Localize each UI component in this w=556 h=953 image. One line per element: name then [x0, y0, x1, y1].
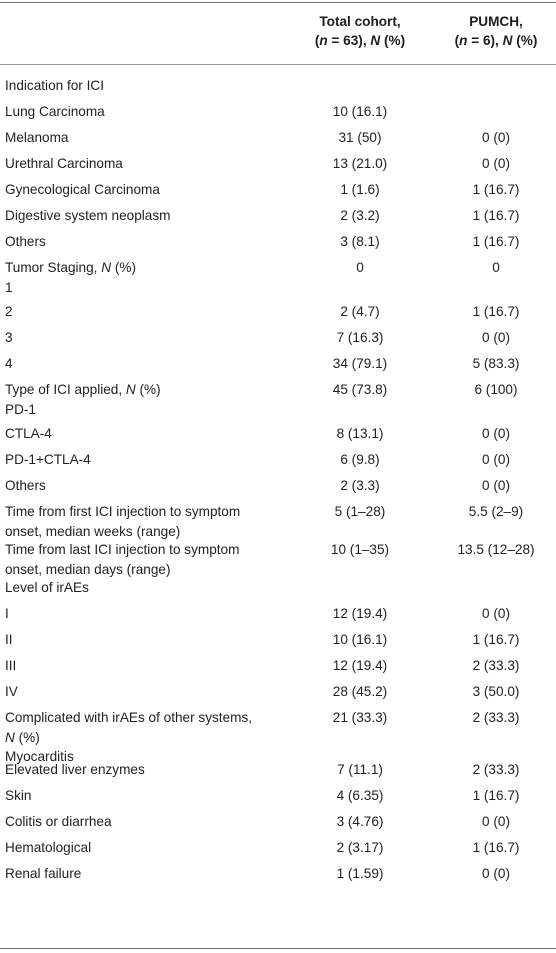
table-row: [0, 299, 556, 325]
table-row: [0, 421, 556, 447]
row-label-line: PD-1+CTLA-4: [5, 452, 91, 467]
cell-pumch: 2 (33.3): [472, 710, 520, 725]
cell-total-cohort: 2 (3.2): [340, 208, 380, 223]
table-row: [0, 229, 556, 255]
cell-total-cohort: 1 (1.6): [340, 182, 380, 197]
row-label: [5, 76, 305, 96]
table-row: [0, 783, 556, 809]
cell-total-cohort: 4 (6.35): [336, 788, 384, 803]
row-label: [5, 604, 305, 624]
cell-total-cohort: 5 (1–28): [334, 504, 386, 519]
cell-total-cohort: 31 (50): [338, 130, 382, 145]
row-label: [5, 786, 305, 806]
row-label-line: II: [5, 632, 13, 647]
table-row: [0, 99, 556, 125]
cell-total-cohort: 7 (11.1): [337, 762, 383, 777]
row-label-line: III: [5, 658, 17, 673]
table-row: [0, 835, 556, 861]
table-row: [0, 473, 556, 499]
row-label: [5, 232, 305, 252]
cell-pumch: 13.5 (12–28): [457, 542, 535, 557]
cell-pumch: 1 (16.7): [472, 182, 520, 197]
row-label: [5, 838, 305, 858]
cell-total-cohort: 2 (3.17): [336, 840, 384, 855]
row-label: [5, 656, 305, 676]
row-label: [5, 258, 305, 297]
row-label: [5, 424, 305, 444]
row-label: [5, 476, 305, 496]
cell-pumch: 3 (50.0): [472, 684, 520, 699]
row-label-line: Digestive system neoplasm: [5, 208, 171, 223]
cell-total-cohort: 7 (16.3): [336, 330, 384, 345]
row-label-line: Renal failure: [5, 866, 82, 881]
row-label-line: onset, median weeks (range): [5, 523, 181, 539]
table-row: [0, 351, 556, 377]
table-row: [0, 653, 556, 679]
row-label-line: Colitis or diarrhea: [5, 814, 112, 829]
cell-pumch: 0: [492, 260, 500, 275]
table-row: [0, 809, 556, 835]
cell-total-cohort: 3 (8.1): [340, 234, 380, 249]
row-label-line: Complicated with irAEs of other systems,: [5, 710, 253, 725]
row-label-line: Others: [5, 478, 46, 493]
header-pumch-line1: PUMCH,: [469, 14, 523, 29]
row-label-line: Type of ICI applied, N (%): [5, 382, 161, 397]
row-label-line: Lung Carcinoma: [5, 104, 105, 119]
row-label-line: Skin: [5, 788, 32, 803]
row-label-line: I: [5, 606, 9, 621]
row-label: [5, 450, 305, 470]
cell-pumch: 2 (33.3): [472, 762, 520, 777]
cell-pumch: 1 (16.7): [472, 632, 520, 647]
cell-pumch: 2 (33.3): [472, 658, 520, 673]
row-label-line: Myocarditis: [5, 749, 74, 764]
cell-pumch: 0 (0): [482, 156, 510, 171]
cell-total-cohort: 13 (21.0): [332, 156, 388, 171]
cell-total-cohort: 2 (3.3): [340, 478, 380, 493]
cell-total-cohort: 1 (1.59): [336, 866, 384, 881]
row-label-line: Level of irAEs: [5, 580, 89, 595]
cell-total-cohort: 10 (16.1): [332, 632, 388, 647]
bottom-rule: [0, 948, 556, 949]
row-label-line: Indication for ICI: [5, 78, 104, 93]
row-label-line: Time from last ICI injection to symptom: [5, 542, 240, 557]
cell-total-cohort: 6 (9.8): [340, 452, 380, 467]
table-row: [0, 125, 556, 151]
table-row: [0, 325, 556, 351]
header-rule: [0, 64, 556, 65]
table-body: [0, 73, 556, 887]
cell-pumch: 1 (16.7): [472, 304, 520, 319]
cell-pumch: 0 (0): [482, 130, 510, 145]
table-row: [0, 537, 556, 575]
row-label: [5, 760, 305, 780]
cell-pumch: 0 (0): [482, 866, 510, 881]
top-rule: [0, 2, 556, 3]
row-label-line: onset, median days (range): [5, 561, 171, 577]
header-pumch-line2: (n = 6), N (%): [454, 33, 538, 48]
row-label: [5, 180, 305, 200]
table-row: [0, 705, 556, 764]
row-label-line: Time from first ICI injection to symptom: [5, 504, 241, 519]
row-label-line: 4: [5, 356, 13, 371]
cell-pumch: 0 (0): [482, 426, 510, 441]
row-label: [5, 540, 305, 579]
row-label-line: Hematological: [5, 840, 92, 855]
cell-total-cohort: 8 (13.1): [336, 426, 384, 441]
cell-pumch: 1 (16.7): [472, 788, 520, 803]
cell-pumch: 0 (0): [482, 330, 510, 345]
row-label-line: Elevated liver enzymes: [5, 762, 145, 777]
row-label: [5, 328, 305, 348]
cell-pumch: 1 (16.7): [472, 234, 520, 249]
row-label: [5, 864, 305, 884]
cell-pumch: 0 (0): [482, 452, 510, 467]
row-label: [5, 630, 305, 650]
row-label-line: Urethral Carcinoma: [5, 156, 123, 171]
cell-total-cohort: 2 (4.7): [340, 304, 380, 319]
cell-total-cohort: 21 (33.3): [332, 710, 388, 725]
row-label-line: Tumor Staging, N (%): [5, 260, 136, 275]
row-label: [5, 682, 305, 702]
cell-total-cohort: 10 (16.1): [332, 104, 388, 119]
row-label: [5, 154, 305, 174]
cell-total-cohort: 12 (19.4): [332, 658, 388, 673]
row-label: [5, 128, 305, 148]
cell-pumch: 5.5 (2–9): [468, 504, 524, 519]
row-label: [5, 502, 305, 541]
row-label-line: Gynecological Carcinoma: [5, 182, 160, 197]
row-label: [5, 206, 305, 226]
row-label-line: N (%): [5, 729, 40, 745]
cell-total-cohort: 0: [356, 260, 364, 275]
row-label-line: Others: [5, 234, 46, 249]
cell-pumch: 0 (0): [482, 814, 510, 829]
table-row: [0, 861, 556, 887]
row-label-line: 3: [5, 330, 13, 345]
row-label: [5, 812, 305, 832]
row-label-line: IV: [5, 684, 18, 699]
row-label-line: CTLA-4: [5, 426, 52, 441]
table-row: [0, 627, 556, 653]
cell-total-cohort: 10 (1–35): [330, 542, 390, 557]
header-total-line1: Total cohort,: [319, 14, 401, 29]
row-label: [5, 354, 305, 374]
row-label: [5, 578, 305, 598]
cell-total-cohort: 12 (19.4): [332, 606, 388, 621]
row-label-line: 2: [5, 304, 13, 319]
cell-total-cohort: 28 (45.2): [332, 684, 388, 699]
table-row: [0, 177, 556, 203]
table-row: [0, 203, 556, 229]
row-label-line: Melanoma: [5, 130, 69, 145]
table-row: [0, 757, 556, 783]
cell-total-cohort: 45 (73.8): [332, 382, 388, 397]
header-total-line2: (n = 63), N (%): [314, 33, 406, 48]
row-label-line: 1: [5, 279, 13, 295]
row-label-line: PD-1: [5, 401, 36, 417]
table-row: [0, 255, 556, 299]
cell-total-cohort: 34 (79.1): [332, 356, 388, 371]
table-row: [0, 499, 556, 537]
row-label: [5, 102, 305, 122]
table-row: [0, 679, 556, 705]
header-pumch: [436, 12, 556, 50]
cell-pumch: 0 (0): [482, 606, 510, 621]
table-row: [0, 151, 556, 177]
row-label: [5, 302, 305, 322]
header-total-cohort: [285, 12, 435, 50]
cell-pumch: 6 (100): [474, 382, 518, 397]
table-row: [0, 377, 556, 421]
table-row: [0, 601, 556, 627]
table-row: [0, 575, 556, 601]
row-label: [5, 380, 305, 419]
cell-pumch: 5 (83.3): [472, 356, 520, 371]
table-row: [0, 73, 556, 99]
cell-pumch: 1 (16.7): [472, 208, 520, 223]
cell-pumch: 0 (0): [482, 478, 510, 493]
table-row: [0, 447, 556, 473]
cell-total-cohort: 3 (4.76): [336, 814, 384, 829]
cell-pumch: 1 (16.7): [472, 840, 520, 855]
